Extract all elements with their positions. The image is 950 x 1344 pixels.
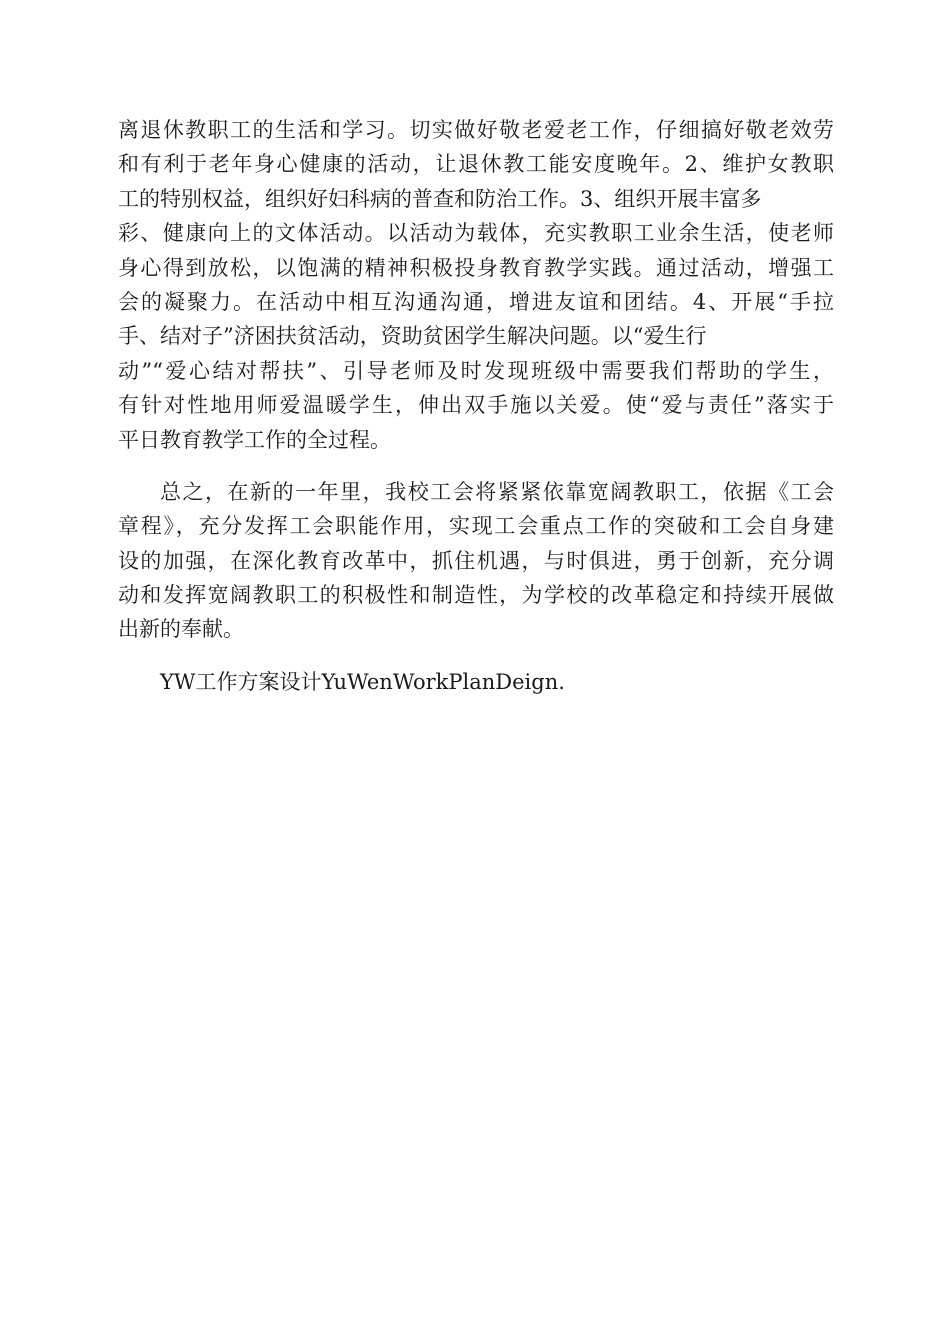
paragraph-2 [118, 475, 834, 647]
paragraph-line: 离退休教职工的生活和学习。切实做好敬老爱老工作，仔细搞好敬老效劳 [118, 118, 834, 142]
paragraph-line: 工的特别权益，组织好妇科病的普查和防治工作。3、组织开展丰富多 [118, 186, 762, 211]
paragraph-line: 动”“爱心结对帮扶”、引导老师及时发现班级中需要我们帮助的学生， [118, 358, 834, 383]
paragraph-line: 会的凝聚力。在活动中相互沟通沟通，增进友谊和团结。4、开展“手拉 [118, 289, 834, 314]
paragraph-line: 动和发挥宽阔教职工的积极性和制造性，为学校的改革稳定和持续开展做 [118, 583, 834, 608]
paragraph-line: 彩、健康向上的文体活动。以活动为载体，充实教职工业余生活，使老师 [118, 221, 834, 246]
paragraph-line: 章程》，充分发挥工会职能作用，实现工会重点工作的突破和工会自身建 [118, 514, 834, 539]
paragraph-line: 有针对性地用师爱温暖学生，伸出双手施以关爱。使“爱与责任”落实于 [118, 393, 834, 418]
paragraph-spacer [118, 647, 834, 665]
paragraph-line: 和有利于老年身心健康的活动，让退休教工能安度晚年。2、维护女教职 [118, 152, 834, 177]
paragraph-line: 手、结对子”济困扶贫活动，资助贫困学生解决问题。以“爱生行 [118, 324, 707, 349]
footer-text: YW工作方案设计YuWenWorkPlanDeign. [160, 669, 565, 694]
paragraph-line: 身心得到放松，以饱满的精神积极投身教育教学实践。通过活动，增强工 [118, 255, 834, 280]
paragraph-line: 出新的奉献。 [118, 617, 244, 642]
paragraph-line: 设的加强，在深化教育改革中，抓住机遇，与时俱进，勇于创新，充分调 [118, 548, 834, 573]
paragraph-line: 平日教育教学工作的全过程。 [118, 427, 391, 452]
document-body [118, 113, 834, 699]
paragraph-line: 总之，在新的一年里，我校工会将紧紧依靠宽阔教职工，依据《工会 [160, 479, 834, 504]
paragraph-spacer [118, 457, 834, 475]
paragraph-1 [118, 113, 834, 457]
